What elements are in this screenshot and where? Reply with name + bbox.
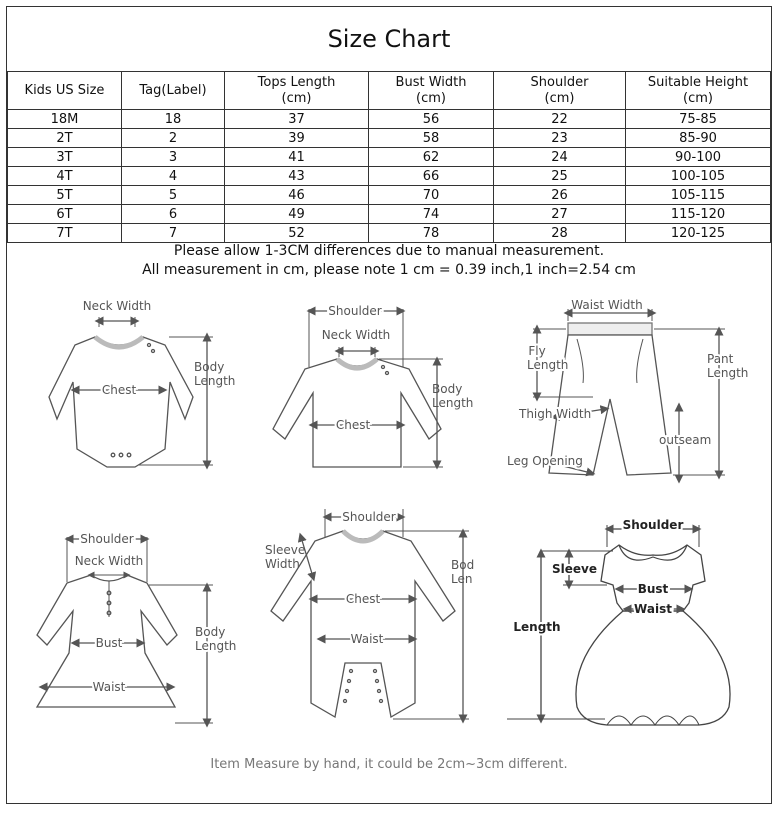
header-shoulder: Shoulder (cm) <box>494 72 626 110</box>
cell-size: 18M <box>8 110 122 129</box>
cell-tops-length: 46 <box>225 186 369 205</box>
header-tag-label: Tag(Label) <box>122 72 225 110</box>
sweater-length-label: Length <box>432 396 474 410</box>
cell-height: 105-115 <box>626 186 771 205</box>
size-chart-frame <box>6 6 772 804</box>
cell-tops-length: 41 <box>225 148 369 167</box>
cell-height: 75-85 <box>626 110 771 129</box>
romper-width-label: Width <box>265 557 300 571</box>
cell-tag: 5 <box>122 186 225 205</box>
top-dress-neck-width-label: Neck Width <box>74 554 144 568</box>
cell-bust-width: 70 <box>369 186 494 205</box>
cell-height: 85-90 <box>626 129 771 148</box>
cell-bust-width: 78 <box>369 224 494 243</box>
dress-length-label: Length <box>513 620 561 634</box>
dress-bust-label: Bust <box>637 582 669 596</box>
pants-length-label: Length <box>707 366 749 380</box>
pants-fly-label: Fly <box>528 344 546 358</box>
cell-tops-length: 37 <box>225 110 369 129</box>
pants-leg-opening-label: Leg Opening <box>507 454 583 468</box>
sweater-body-label: Body <box>432 382 463 396</box>
cell-tops-length: 43 <box>225 167 369 186</box>
sweater-chest-label: Chest <box>335 418 371 432</box>
pants-thigh-width-label: Thigh Width <box>519 407 592 421</box>
cell-bust-width: 58 <box>369 129 494 148</box>
header-bust-width: Bust Width (cm) <box>369 72 494 110</box>
cell-size: 3T <box>8 148 122 167</box>
cell-tops-length: 39 <box>225 129 369 148</box>
pants-pant-label: Pant <box>707 352 734 366</box>
cell-height: 90-100 <box>626 148 771 167</box>
romper-shoulder-label: Shoulder <box>342 510 396 524</box>
cell-height: 115-120 <box>626 205 771 224</box>
note-line-1: Please allow 1-3CM differences due to manual measurement. <box>173 243 605 259</box>
cell-tops-length: 52 <box>225 224 369 243</box>
romper-body-label: Bod <box>451 558 475 572</box>
bodysuit-body-label: Body <box>194 360 225 374</box>
cell-size: 7T <box>8 224 122 243</box>
cell-height: 100-105 <box>626 167 771 186</box>
bodysuit-length-label: Length <box>194 374 236 388</box>
header-suitable-height: Suitable Height (cm) <box>626 72 771 110</box>
cell-bust-width: 66 <box>369 167 494 186</box>
dress-waist-label: Waist <box>634 602 672 616</box>
garment-diagrams <box>7 7 771 803</box>
romper-waist-label: Waist <box>350 632 384 646</box>
cell-size: 4T <box>8 167 122 186</box>
cell-size: 5T <box>8 186 122 205</box>
romper-chest-label: Chest <box>345 592 381 606</box>
cell-shoulder: 22 <box>494 110 626 129</box>
cell-shoulder: 25 <box>494 167 626 186</box>
cell-shoulder: 26 <box>494 186 626 205</box>
cell-bust-width: 74 <box>369 205 494 224</box>
romper-diagram <box>271 509 469 719</box>
cell-shoulder: 23 <box>494 129 626 148</box>
cell-bust-width: 56 <box>369 110 494 129</box>
cell-size: 6T <box>8 205 122 224</box>
cell-tops-length: 49 <box>225 205 369 224</box>
cell-height: 120-125 <box>626 224 771 243</box>
bodysuit-chest-label: Chest <box>101 383 137 397</box>
cell-tag: 7 <box>122 224 225 243</box>
cell-tag: 3 <box>122 148 225 167</box>
sweater-neck-width-label: Neck Width <box>321 328 391 342</box>
pants-fly-length-label: Length <box>527 358 569 372</box>
cell-size: 2T <box>8 129 122 148</box>
romper-length-label: Len <box>451 572 473 586</box>
footnote: Item Measure by hand, it could be 2cm~3cm different. <box>210 757 568 772</box>
cell-tag: 4 <box>122 167 225 186</box>
dress-shoulder-label: Shoulder <box>622 518 684 532</box>
cell-shoulder: 28 <box>494 224 626 243</box>
cell-tag: 6 <box>122 205 225 224</box>
pants-outseam-label: outseam <box>659 433 712 447</box>
top-dress-body-label: Body <box>195 625 226 639</box>
cell-bust-width: 62 <box>369 148 494 167</box>
chart-title: Size Chart <box>327 25 451 53</box>
note-line-2: All measurement in cm, please note 1 cm = 0.39 inch,1 inch=2.54 cm <box>142 262 636 278</box>
top-dress-waist-label: Waist <box>92 680 126 694</box>
cell-shoulder: 24 <box>494 148 626 167</box>
dress-sleeve-label: Sleeve <box>552 562 597 576</box>
cell-tag: 18 <box>122 110 225 129</box>
top-dress-shoulder-label: Shoulder <box>80 532 134 546</box>
header-kids-us-size: Kids US Size <box>8 72 122 110</box>
header-tops-length: Tops Length (cm) <box>225 72 369 110</box>
top-dress-length-label: Length <box>195 639 237 653</box>
romper-sleeve-label: Sleeve <box>265 543 306 557</box>
cell-tag: 2 <box>122 129 225 148</box>
pants-waist-width-label: Waist Width <box>571 298 643 312</box>
cell-shoulder: 27 <box>494 205 626 224</box>
bodysuit-neck-width-label: Neck Width <box>82 299 152 313</box>
sweater-shoulder-label: Shoulder <box>328 304 382 318</box>
top-dress-bust-label: Bust <box>95 636 123 650</box>
